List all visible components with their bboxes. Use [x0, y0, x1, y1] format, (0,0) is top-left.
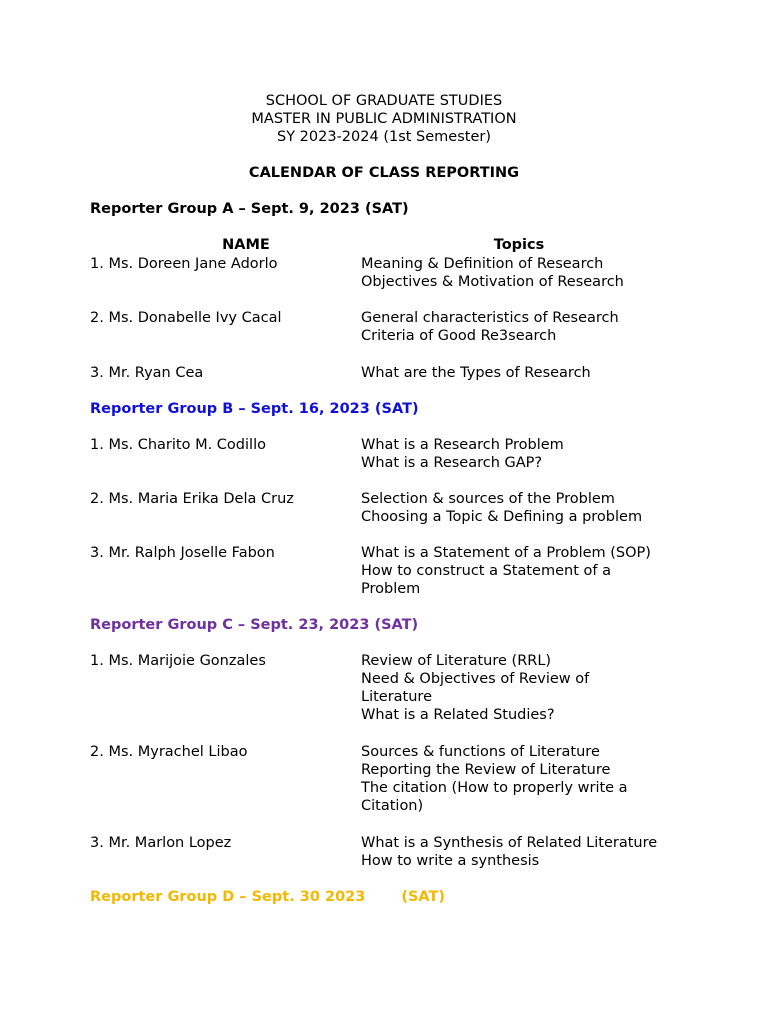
- topic-item: What are the Types of Research: [361, 365, 591, 381]
- reporter-topics: [361, 436, 691, 472]
- topic-item: Review of Literature (RRL): [361, 653, 552, 669]
- topic-item: How to write a synthesis: [361, 853, 540, 869]
- topic-item: Criteria of Good Re3search: [361, 328, 557, 344]
- topic-item: Problem: [361, 581, 421, 597]
- reporter-name: 3. Mr. Ralph Joselle Fabon: [90, 545, 275, 561]
- school-name: SCHOOL OF GRADUATE STUDIES: [265, 93, 503, 109]
- topic-item: Citation): [361, 798, 424, 814]
- program-name: MASTER IN PUBLIC ADMINISTRATION: [251, 111, 517, 127]
- topic-item: Selection & sources of the Problem: [361, 491, 615, 507]
- group-d-date: Reporter Group D – Sept. 30 2023: [90, 889, 366, 905]
- reporter-topics: [361, 364, 691, 382]
- document-title: CALENDAR OF CLASS REPORTING: [248, 165, 520, 181]
- topic-item: Objectives & Motivation of Research: [361, 274, 624, 290]
- reporter-topics: [361, 255, 691, 291]
- reporter-topics: [361, 309, 691, 345]
- topic-item: Sources & functions of Literature: [361, 744, 600, 760]
- reporter-topics: [361, 544, 691, 598]
- reporter-name: 2. Ms. Donabelle Ivy Cacal: [90, 310, 282, 326]
- school-year: SY 2023-2024 (1st Semester): [277, 129, 491, 145]
- group-c-heading: Reporter Group C – Sept. 23, 2023 (SAT): [90, 617, 419, 633]
- topic-item: What is a Statement of a Problem (SOP): [361, 545, 651, 561]
- topics-column-header: Topics: [493, 237, 545, 253]
- reporter-name: 2. Ms. Myrachel Libao: [90, 744, 248, 760]
- topic-item: General characteristics of Research: [361, 310, 619, 326]
- reporter-name: 3. Mr. Marlon Lopez: [90, 835, 232, 851]
- reporter-topics: [361, 834, 691, 870]
- name-column-header: NAME: [222, 237, 270, 253]
- group-a-heading: Reporter Group A – Sept. 9, 2023 (SAT): [90, 201, 409, 217]
- topic-item: Choosing a Topic & Defining a problem: [361, 509, 643, 525]
- reporter-name: 2. Ms. Maria Erika Dela Cruz: [90, 491, 294, 507]
- topic-item: What is a Research Problem: [361, 437, 564, 453]
- reporter-name: 3. Mr. Ryan Cea: [90, 365, 204, 381]
- reporter-topics: [361, 652, 691, 724]
- reporter-name: 1. Ms. Doreen Jane Adorlo: [90, 256, 278, 272]
- topic-item: How to construct a Statement of a: [361, 563, 611, 579]
- topic-item: What is a Research GAP?: [361, 455, 543, 471]
- group-d-day: (SAT): [401, 889, 446, 905]
- topic-item: The citation (How to properly write a: [361, 780, 628, 796]
- group-d-heading: [90, 888, 445, 906]
- topic-item: Reporting the Review of Literature: [361, 762, 611, 778]
- reporter-name: 1. Ms. Charito M. Codillo: [90, 437, 266, 453]
- reporter-topics: [361, 743, 691, 815]
- reporter-topics: [361, 490, 691, 526]
- reporter-name: 1. Ms. Marijoie Gonzales: [90, 653, 266, 669]
- topic-item: Literature: [361, 689, 432, 705]
- topic-item: What is a Synthesis of Related Literature: [361, 835, 658, 851]
- topic-item: What is a Related Studies?: [361, 707, 555, 723]
- topic-item: Meaning & Definition of Research: [361, 256, 604, 272]
- topic-item: Need & Objectives of Review of: [361, 671, 590, 687]
- group-b-heading: Reporter Group B – Sept. 16, 2023 (SAT): [90, 401, 419, 417]
